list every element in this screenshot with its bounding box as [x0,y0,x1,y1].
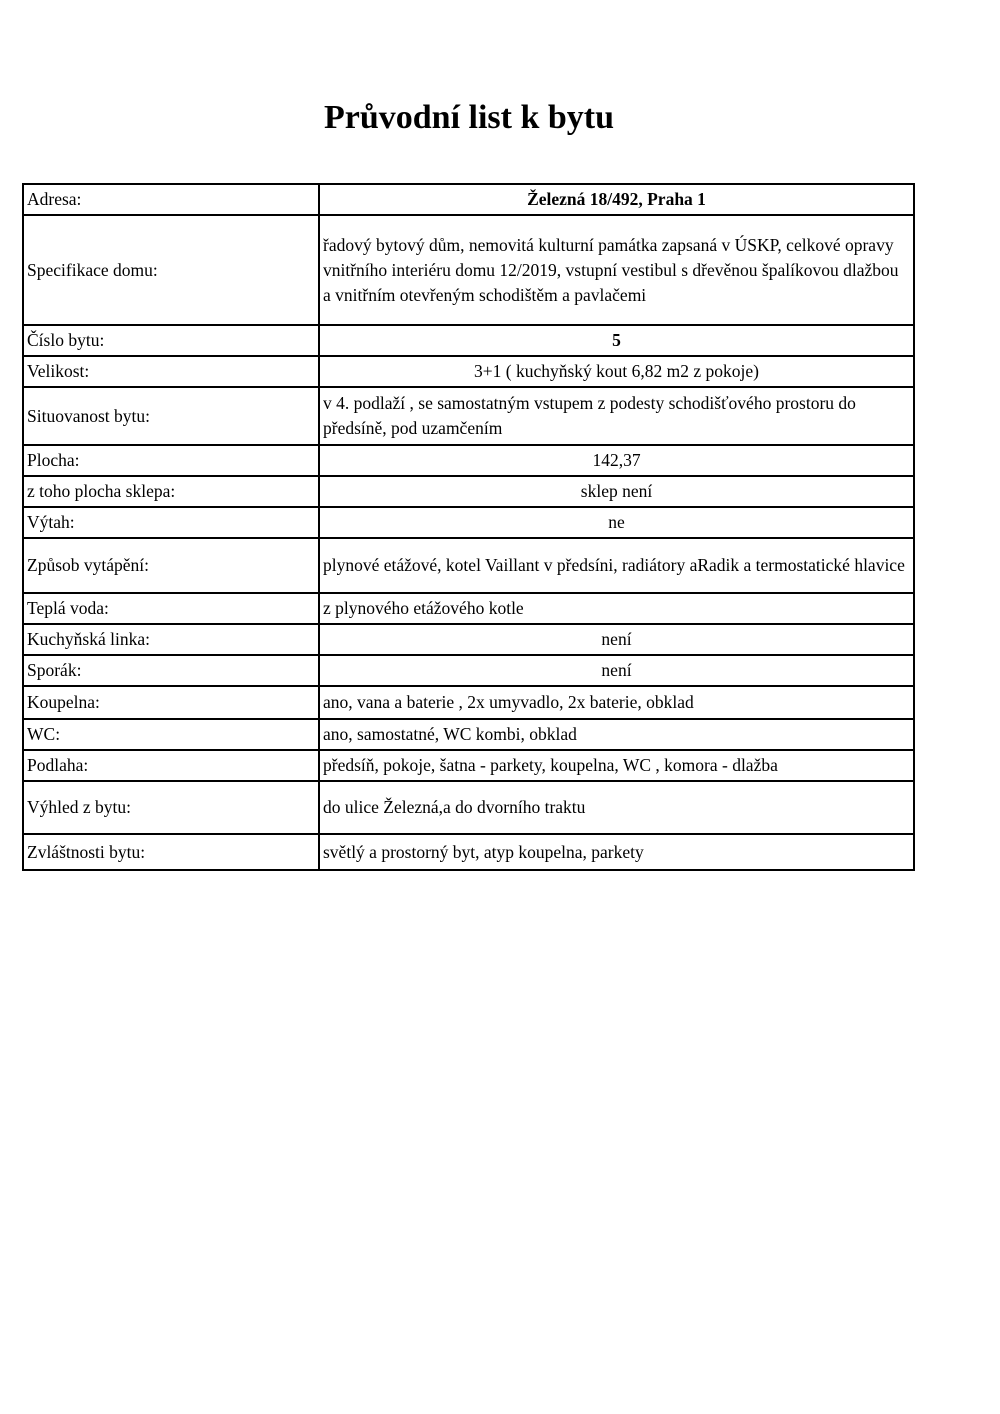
row-label: Teplá voda: [23,593,319,624]
row-label: Způsob vytápění: [23,538,319,593]
row-label: WC: [23,719,319,750]
row-cislo-bytu [23,325,914,356]
row-value: světlý a prostorný byt, atyp koupelna, parkety [319,834,914,870]
row-value: plynové etážové, kotel Vaillant v předsíni, radiátory aRadik a termostatické hlavice [319,538,914,593]
row-label: Číslo bytu: [23,325,319,356]
row-plocha-sklepa [23,476,914,507]
row-podlaha [23,750,914,781]
row-zvlastnosti-bytu [23,834,914,870]
row-velikost [23,356,914,387]
row-value: ne [319,507,914,538]
row-specifikace-domu [23,215,914,325]
row-koupelna [23,686,914,719]
row-label: z toho plocha sklepa: [23,476,319,507]
row-adresa [23,184,914,215]
row-value: předsíň, pokoje, šatna - parkety, koupelna, WC , komora - dlažba [319,750,914,781]
row-label: Koupelna: [23,686,319,719]
row-label: Zvláštnosti bytu: [23,834,319,870]
row-label: Výhled z bytu: [23,781,319,834]
row-value: z plynového etážového kotle [319,593,914,624]
row-value: v 4. podlaží , se samostatným vstupem z podesty schodišťového prostoru do předsíně, pod uzamčením [319,387,914,445]
row-label: Výtah: [23,507,319,538]
row-value: není [319,655,914,686]
row-value: sklep není [319,476,914,507]
row-label: Podlaha: [23,750,319,781]
row-sporak [23,655,914,686]
row-wc [23,719,914,750]
page-title: Průvodní list k bytu [323,99,615,136]
row-plocha [23,445,914,476]
row-vytah [23,507,914,538]
row-value: do ulice Železná,a do dvorního traktu [319,781,914,834]
row-value: ano, vana a baterie , 2x umyvadlo, 2x baterie, obklad [319,686,914,719]
row-zpusob-vytapeni [23,538,914,593]
row-kuchynska-linka [23,624,914,655]
row-value: Železná 18/492, Praha 1 [319,184,914,215]
row-value: řadový bytový dům, nemovitá kulturní památka zapsaná v ÚSKP, celkové opravy vnitřního interiéru domu 12/2019, vstupní vestibul s dřevěnou špalíkovou dlažbou a vnitřním otevřeným schodištěm a pavlačemi [319,215,914,325]
row-label: Plocha: [23,445,319,476]
row-value: 5 [319,325,914,356]
row-label: Specifikace domu: [23,215,319,325]
row-label: Kuchyňská linka: [23,624,319,655]
row-tepla-voda [23,593,914,624]
row-situovanost-bytu [23,387,914,445]
row-value: není [319,624,914,655]
row-label: Situovanost bytu: [23,387,319,445]
row-label: Adresa: [23,184,319,215]
row-value: 3+1 ( kuchyňský kout 6,82 m2 z pokoje) [319,356,914,387]
row-value: ano, samostatné, WC kombi, obklad [319,719,914,750]
apartment-info-table [22,183,915,871]
row-label: Sporák: [23,655,319,686]
row-vyhled-z-bytu [23,781,914,834]
row-value: 142,37 [319,445,914,476]
row-label: Velikost: [23,356,319,387]
